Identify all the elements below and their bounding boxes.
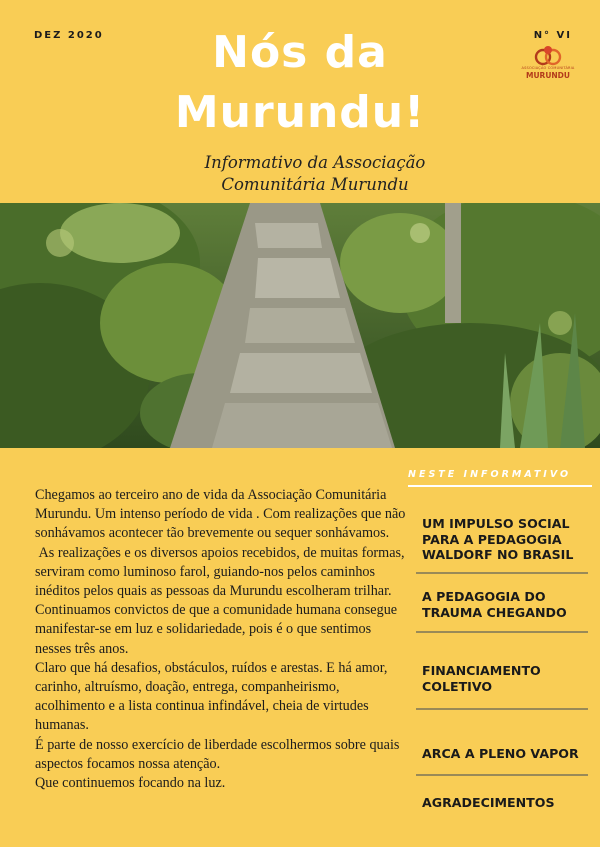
toc-item-arca[interactable]: ARCA A PLENO VAPOR (422, 746, 579, 761)
paragraph-6: Que continuemos focando na luz. (35, 775, 226, 792)
toc-divider (416, 774, 588, 776)
editorial-text (35, 486, 407, 793)
murundu-logo-icon (533, 44, 563, 66)
toc-item-financiamento[interactable]: FINANCIAMENTO COLETIVO (422, 663, 541, 694)
toc-item-trauma[interactable]: A PEDAGOGIA DO TRAUMA CHEGANDO (422, 589, 567, 620)
newsletter-title-line2: Murundu! (174, 87, 426, 138)
garden-path-photo (0, 203, 600, 448)
toc-divider (416, 572, 588, 574)
logo-small-text: ASSOCIAÇÃO COMUNITÁRIA (521, 66, 575, 70)
toc-divider (416, 631, 588, 633)
newsletter-subtitle (170, 152, 460, 196)
newsletter-title-line1: Nós da (212, 27, 388, 78)
toc-item-waldorf[interactable]: UM IMPULSO SOCIAL PARA A PEDAGOGIA WALDORF NO BRASIL (422, 516, 574, 562)
paragraph-3: Continuamos convictos de que a comunidade humana consegue manifestar-se em luz e solidariedade, pois é o que sentimos nesses três anos. (35, 602, 401, 657)
paragraph-5: É parte de nosso exercício de liberdade escolhermos sobre quais aspectos focamos nossa atenção. (35, 736, 403, 772)
subtitle-line1: Informativo da Associação (204, 153, 426, 172)
sidebar-heading-rule (408, 485, 592, 487)
paragraph-2: As realizações e os diversos apoios recebidos, de muitas formas, serviram como luminoso farol, guiando-nos pelos caminhos inéditos pelos quais as pessoas da Murundu escolheram trilhar. (35, 544, 409, 600)
logo-name: MURUNDU (525, 71, 570, 80)
issue-number: N° VI (533, 30, 572, 41)
issue-date: DEZ 2020 (34, 30, 104, 41)
toc-divider (416, 708, 588, 710)
paragraph-1: Chegamos ao terceiro ano de vida da Associação Comunitária Murundu. Um intenso período de vida . Com realizações que não sonhávamos acontecer tão brevemente ou sequer sonhávamos. (35, 487, 409, 542)
subtitle-line2: Comunitária Murundu (221, 175, 409, 194)
garden-path-image (0, 203, 600, 448)
sidebar-heading: NESTE INFORMATIVO (408, 469, 572, 480)
murundu-logo (518, 44, 578, 88)
paragraph-4: Claro que há desafios, obstáculos, ruídos e arestas. E há amor, carinho, altruísmo, doação, entrega, companheirismo, acolhimento e a lista continua infindável, cheia de virtudes humanas. (35, 659, 391, 734)
toc-item-agradecimentos[interactable]: AGRADECIMENTOS (422, 795, 555, 810)
